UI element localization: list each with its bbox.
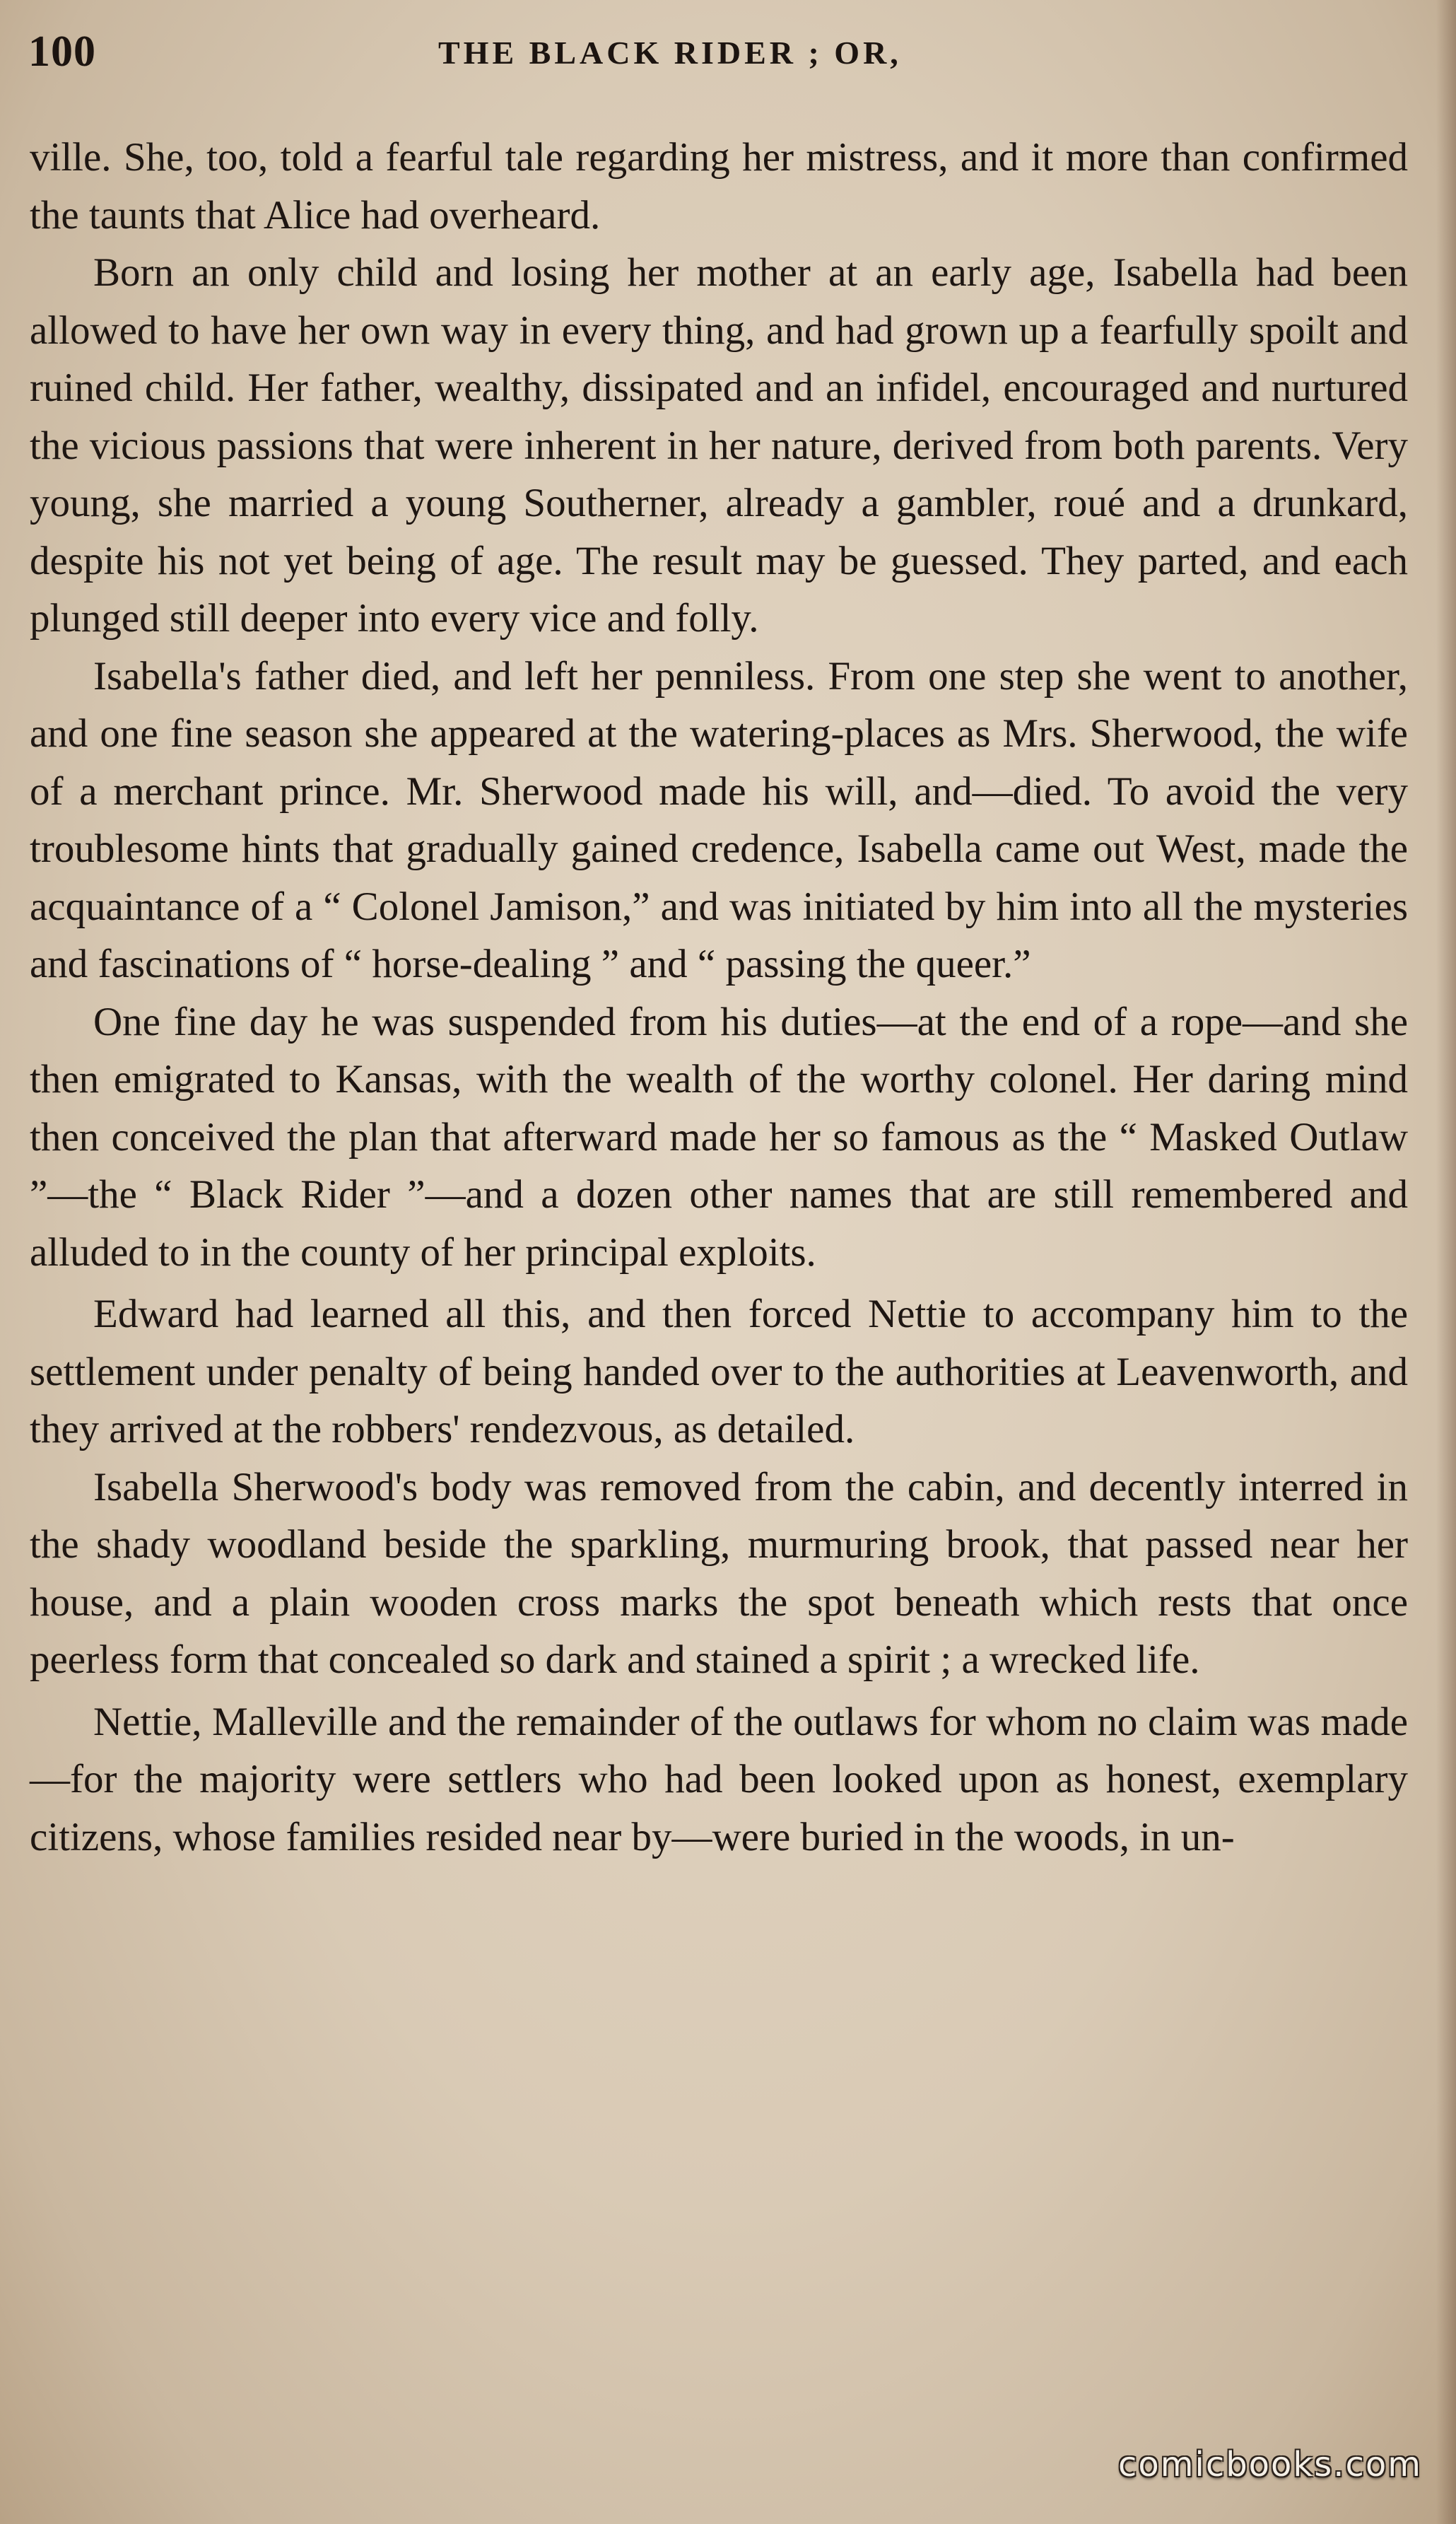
paragraph: Edward had learned all this, and then forced Nettie to accompany him to the settlement under penalty of being handed over to the authorities at Leavenworth, and they arrived at the robbers' rendezvous, as detailed.	[30, 1292, 1408, 1451]
running-head	[28, 27, 1399, 76]
paragraph: Born an only child and losing her mother at an early age, Isabella had been allowed to have her own way in every thing, and had grown up a fearfully spoilt and ruined child. Her father, wealthy, dissipated and an infidel, encouraged and nurtured the vicious passions that were inherent in her nature, derived from both parents. Very young, she married a young Southerner, already a gambler, roué and a drunkard, despite his not yet being of age. The result may be guessed. They parted, and each plunged still deeper into every vice and folly.	[30, 250, 1408, 641]
paragraph: Isabella's father died, and left her penniless. From one step she went to another, and one fine season she appeared at the watering-places as Mrs. Sherwood, the wife of a merchant prince. Mr. Sherwood made his will, and—died. To avoid the very troublesome hints that gradually gained credence, Isabella came out West, made the acquaintance of a “ Colonel Jamison,” and was initiated by him into all the mysteries and fascinations of “ horse-dealing ” and “ passing the queer.”	[30, 653, 1408, 986]
paragraph: One fine day he was suspended from his duties—at the end of a rope—and she then emigrated to Kansas, with the wealth of the worthy colonel. Her daring mind then conceived the plan that afterward made her so famous as the “ Masked Outlaw ”—the “ Black Rider ”—and a dozen other names that are still remembered and alluded to in the county of her principal exploits.	[30, 999, 1408, 1275]
page-number: 100	[28, 28, 96, 76]
paragraph: ville. She, too, told a fearful tale regarding her mistress, and it more than confirmed the taunts that Alice had overheard.	[30, 135, 1408, 238]
paragraph: Isabella Sherwood's body was removed from the cabin, and decently interred in the shady woodland beside the sparkling, murmuring brook, that passed near her house, and a plain wooden cross marks the spot beneath which rests that once peerless form that concealed so dark and stained a spirit ; a wrecked life.	[30, 1464, 1408, 1682]
page-edge-shadow	[1436, 0, 1456, 2524]
paragraph: Nettie, Malleville and the remainder of the outlaws for whom no claim was made—for the majority were settlers who had been looked upon as honest, exemplary citizens, whose families resided near by—were buried in the woods, in un-	[30, 1699, 1408, 1859]
body-text	[30, 129, 1408, 1866]
running-title: THE BLACK RIDER ; OR,	[438, 35, 902, 71]
site-watermark: comicbooks.com	[1117, 2445, 1422, 2484]
